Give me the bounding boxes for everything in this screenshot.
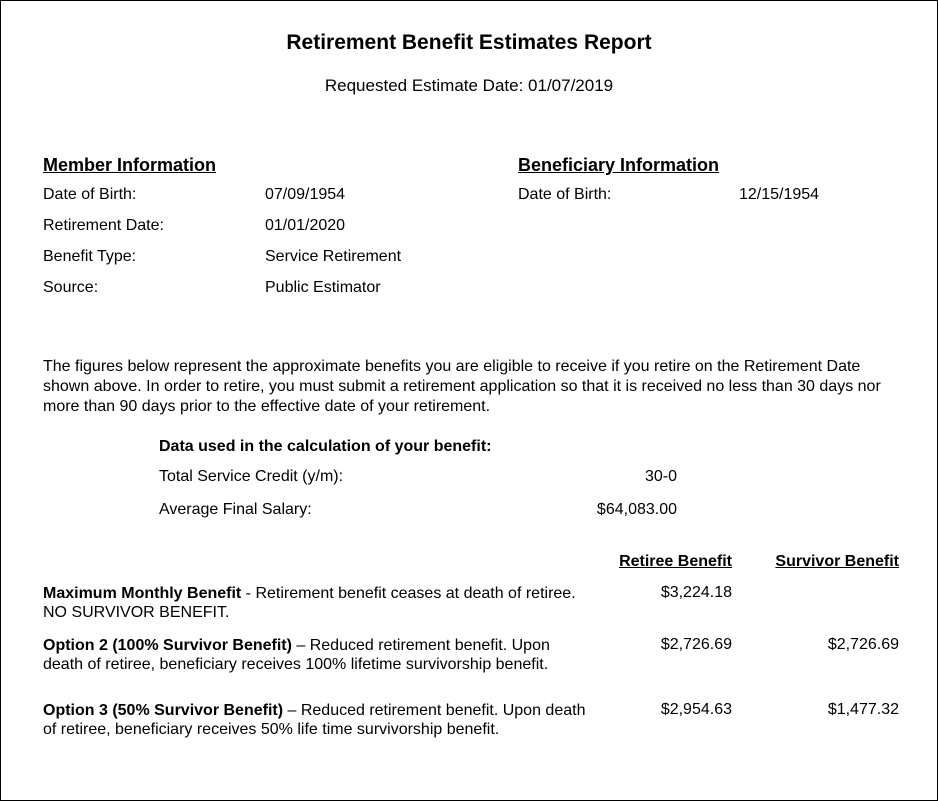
option-maximum-retiree-value: $3,224.18 xyxy=(660,584,732,601)
option-2-survivor-value: $2,726.69 xyxy=(827,636,899,653)
source-label: Source: xyxy=(43,279,99,296)
retirement-date-label: Retirement Date: xyxy=(43,217,164,234)
option-3-name: Option 3 (50% Survivor Benefit) xyxy=(43,702,284,719)
beneficiary-dob-value: 12/15/1954 xyxy=(739,186,820,203)
benefit-type-value: Service Retirement xyxy=(265,248,402,265)
requested-estimate-date: Requested Estimate Date: 01/07/2019 xyxy=(324,76,614,95)
option-3-desc: – Reduced retirement benefit. Upon death of retiree, beneficiary receives 50% life time survivorship benefit. xyxy=(43,702,586,738)
option-3-description xyxy=(43,701,588,739)
member-info-heading: Member Information xyxy=(43,155,217,175)
member-dob-value: 07/09/1954 xyxy=(265,186,346,203)
benefit-type-label: Benefit Type: xyxy=(43,248,137,265)
option-3-retiree-value: $2,954.63 xyxy=(660,701,732,718)
option-3-survivor-value: $1,477.32 xyxy=(827,701,899,718)
service-credit-label: Total Service Credit (y/m): xyxy=(159,468,344,485)
beneficiary-dob-label: Date of Birth: xyxy=(518,186,612,203)
option-maximum-description xyxy=(43,584,603,622)
option-2-retiree-value: $2,726.69 xyxy=(660,636,732,653)
report-title: Retirement Benefit Estimates Report xyxy=(286,31,652,54)
average-salary-label: Average Final Salary: xyxy=(159,501,312,518)
option-2-desc: – Reduced retirement benefit. Upon death of retiree, beneficiary receives 100% lifetime survivorship benefit. xyxy=(43,637,550,673)
retirement-date-value: 01/01/2020 xyxy=(265,217,346,234)
intro-paragraph: The figures below represent the approximate benefits you are eligible to receive if you retire on the Retirement Date shown above. In order to retire, you must submit a retirement application so that it is received no less than 30 days nor more than 90 days prior to the effective date of your retirement. xyxy=(43,358,881,415)
source-value: Public Estimator xyxy=(265,279,381,296)
calc-data-heading: Data used in the calculation of your benefit: xyxy=(159,438,492,455)
option-2-name: Option 2 (100% Survivor Benefit) xyxy=(43,637,292,654)
option-maximum-desc: - Retirement benefit ceases at death of retiree. NO SURVIVOR BENEFIT. xyxy=(43,585,576,621)
average-salary-value: $64,083.00 xyxy=(596,501,677,518)
service-credit-value: 30-0 xyxy=(644,468,677,485)
option-2-description xyxy=(43,636,583,674)
option-maximum-name: Maximum Monthly Benefit xyxy=(43,585,242,602)
beneficiary-info-heading: Beneficiary Information xyxy=(518,155,720,175)
survivor-benefit-header: Survivor Benefit xyxy=(775,553,899,570)
retiree-benefit-header: Retiree Benefit xyxy=(619,553,732,570)
member-dob-label: Date of Birth: xyxy=(43,186,137,203)
